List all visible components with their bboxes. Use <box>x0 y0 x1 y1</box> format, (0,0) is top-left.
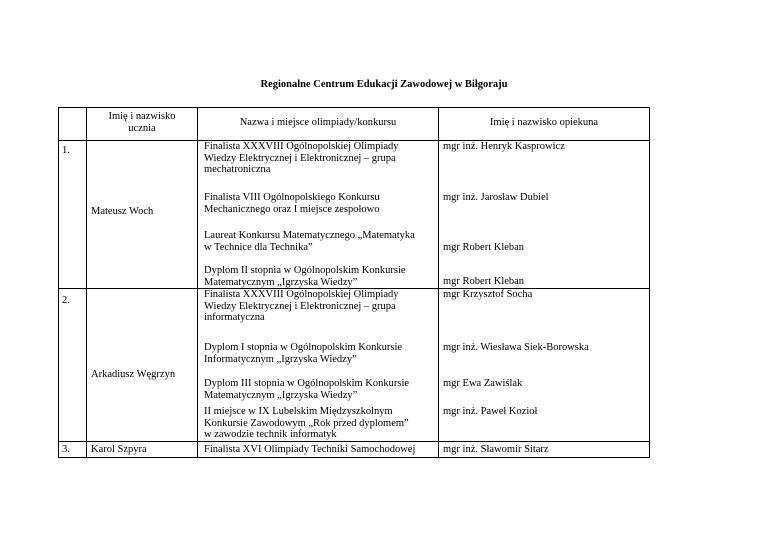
achievement-line: informatyczna <box>204 312 265 323</box>
achievement <box>204 192 380 215</box>
achievement-line: Laureat Konkursu Matematycznego „Matematyka <box>204 230 415 241</box>
achievement-line: Informatycznym „Igrzyska Wiedzy” <box>204 353 357 365</box>
header-student-line: Imię i nazwisko <box>108 111 176 122</box>
tutor-name: mgr Robert Kleban <box>443 242 525 253</box>
achievement-line: Dyplom III stopnia w Ogólnopolskim Konkursie <box>204 378 410 389</box>
row-divider-2 <box>58 441 650 442</box>
achievement <box>204 406 409 441</box>
achievement <box>204 141 399 176</box>
achievement-line: Konkursie Zawodowym „Rok przed dyplomem” <box>204 417 409 429</box>
achievement-line: Finalista XXXVIII Ogólnopolskiej Olimpiady <box>204 141 399 152</box>
student-name: Arkadiusz Węgrzyn <box>91 369 176 380</box>
achievement-line: Finalista VIII Ogólnopolskiego Konkursu <box>204 192 380 203</box>
achievement <box>204 342 402 365</box>
tutor-name: mgr inż. Sławomir Sitarz <box>443 444 549 455</box>
student-name: Karol Szpyra <box>91 444 147 455</box>
tutor-name: mgr Krzysztof Socha <box>443 289 533 300</box>
achievement-line: Dyplom I stopnia w Ogólnopolskim Konkursie <box>204 342 403 353</box>
header-tutor: Imię i nazwisko opiekuna <box>489 117 599 128</box>
tutor-name: mgr Robert Kleban <box>443 276 525 287</box>
col-divider-1 <box>86 107 87 458</box>
col-divider-3 <box>438 107 439 458</box>
achievement-line: Wiedzy Elektrycznej i Elektronicznej – grupa <box>204 300 396 312</box>
row-number: 1. <box>62 145 70 156</box>
achievement-line: Matematycznym „Igrzyska Wiedzy” <box>204 276 358 288</box>
achievement <box>204 265 406 288</box>
tutor-name: mgr inż. Henryk Kasprowicz <box>443 141 565 152</box>
col-divider-2 <box>197 107 198 458</box>
achievement <box>204 230 415 253</box>
tutor-name: mgr inż. Wiesława Siek-Borowska <box>443 342 589 353</box>
table-right-border <box>649 107 650 458</box>
header-student-line: ucznia <box>128 122 156 134</box>
achievement-line: w zawodzie technik informatyk <box>204 429 337 440</box>
tutor-name: mgr inż. Jarosław Dubiel <box>443 192 549 203</box>
table-bottom-border <box>58 457 650 458</box>
achievement-line: w Technice dla Technika” <box>204 241 313 253</box>
achievement <box>204 378 409 401</box>
row-number: 3. <box>62 444 70 455</box>
page-title: Regionalne Centrum Edukacji Zawodowej w Biłgoraju <box>260 79 508 90</box>
achievement: Finalista XVI Olimpiady Techniki Samochodowej <box>204 444 416 455</box>
table-left-border <box>58 107 59 458</box>
achievement-line: Mechanicznego oraz I miejsce zespołowo <box>204 203 380 215</box>
achievement-line: mechatroniczna <box>204 164 271 175</box>
achievement-line: Finalista XXXVIII Ogólnopolskiej Olimpiady <box>204 289 399 300</box>
row-number: 2. <box>62 295 70 306</box>
tutor-name: mgr inż. Paweł Kozioł <box>443 406 538 417</box>
achievement-line: Wiedzy Elektrycznej i Elektronicznej – grupa <box>204 152 396 164</box>
achievement <box>204 289 399 324</box>
achievement-line: Dyplom II stopnia w Ogólnopolskim Konkursie <box>204 265 406 276</box>
header-student <box>87 111 197 134</box>
achievement-line: II miejsce w IX Lubelskim Międzyszkolnym <box>204 406 393 417</box>
achievement-line: Matematycznym „Igrzyska Wiedzy” <box>204 389 358 401</box>
table-top-border <box>58 107 650 108</box>
tutor-name: mgr Ewa Zawiślak <box>443 378 523 389</box>
header-olympiad: Nazwa i miejsce olimpiady/konkursu <box>239 117 397 128</box>
student-name: Mateusz Woch <box>91 206 154 217</box>
